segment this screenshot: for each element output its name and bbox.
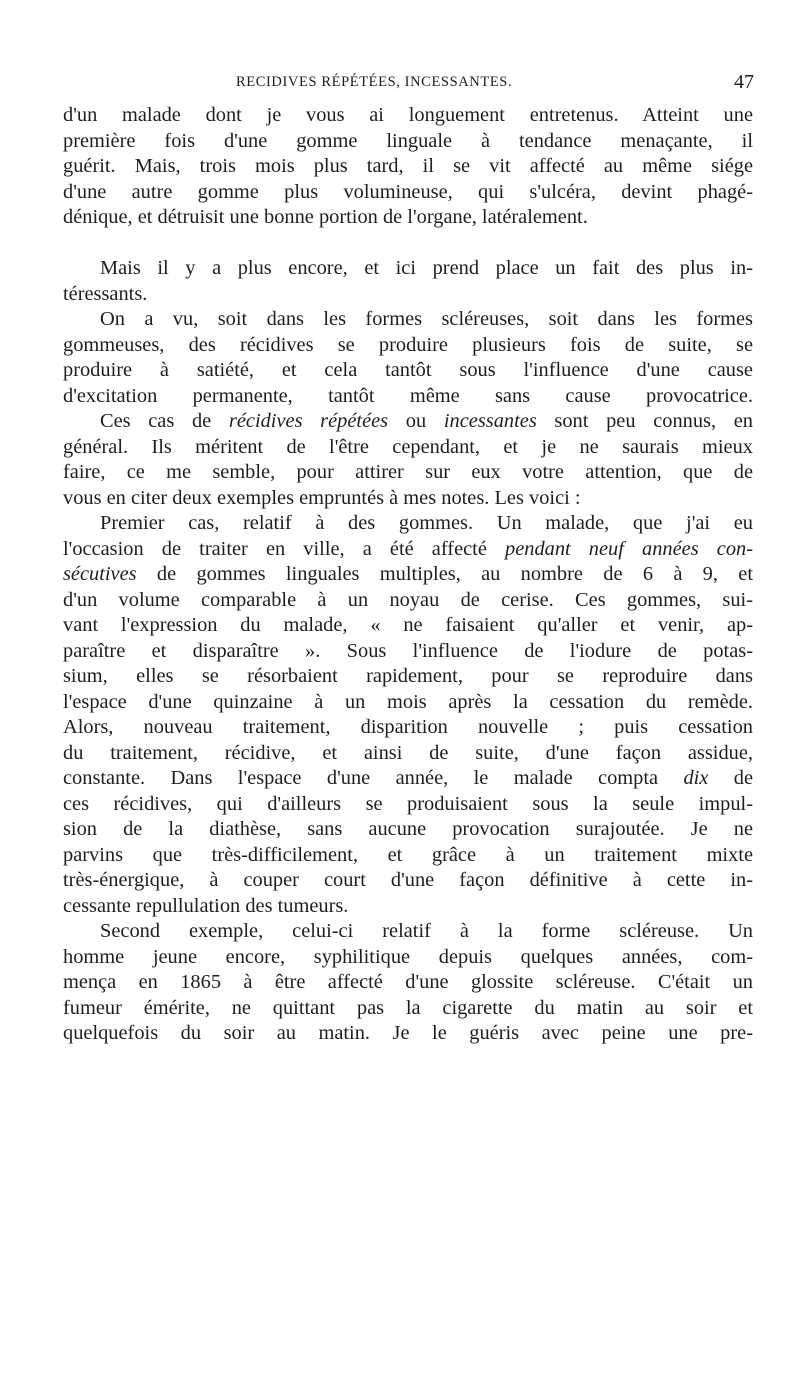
text-line: d'un malade dont je vous ai longuement entretenus. Atteint une: [63, 104, 753, 126]
text-line: vous en citer deux exemples empruntés à mes notes. Les voici :: [63, 486, 581, 509]
text-line: d'un volume comparable à un noyau de cerise. Ces gommes, sui-: [63, 588, 753, 611]
text-run: sont peu connus, en: [536, 410, 753, 432]
text-line: On a vu, soit dans les formes scléreuses, soit dans les formes: [100, 308, 753, 330]
page-header: [236, 71, 754, 98]
text-line: dénique, et détruisit une bonne portion de l'organe, latéralement.: [63, 206, 588, 228]
page-number: 47: [734, 71, 754, 93]
text-line: général. Ils méritent de l'être cependant, et je ne saurais mieux: [63, 435, 753, 458]
text-line: Alors, nouveau traitement, disparition nouvelle ; puis cessation: [63, 716, 753, 738]
running-head: RECIDIVES RÉPÉTÉES, INCESSANTES.: [236, 74, 513, 90]
text-line: paraître et disparaître ». Sous l'influence de l'iodure de potas-: [63, 639, 753, 662]
paragraph-1: [63, 103, 753, 231]
body-text: [63, 103, 753, 1047]
italic-phrase-consecutives: sécutives: [63, 563, 137, 585]
text-run: Ces cas de: [100, 410, 229, 432]
text-line: quelquefois du soir au matin. Je le guéris avec peine une pre-: [63, 1022, 753, 1044]
text-line: cessante repullulation des tumeurs.: [63, 894, 349, 917]
text-run: ou: [388, 410, 444, 432]
text-line: première fois d'une gomme linguale à tendance menaçante, il: [63, 129, 753, 152]
paragraph-2: [63, 256, 753, 307]
text-line: parvins que très-difficilement, et grâce à un traitement mixte: [63, 843, 753, 866]
text-line: [63, 766, 753, 792]
text-line: homme jeune encore, syphilitique depuis quelques années, com-: [63, 945, 753, 968]
text-line: mença en 1865 à être affecté d'une glossite scléreuse. C'était un: [63, 971, 753, 993]
italic-term-incessantes: incessantes: [443, 410, 537, 432]
text-line: guérit. Mais, trois mois plus tard, il se vit affecté au même siége: [63, 155, 753, 177]
text-line: téressants.: [63, 282, 148, 305]
text-line: du traitement, récidive, et ainsi de suite, d'une façon assidue,: [63, 741, 753, 764]
text-line: sium, elles se résorbaient rapidement, pour se reproduire dans: [63, 665, 753, 687]
text-line: ces récidives, qui d'ailleurs se produisaient sous la seule impul-: [63, 792, 753, 815]
text-run: l'occasion de traiter en ville, a été affecté: [63, 537, 505, 560]
text-line: fumeur émérite, ne quittant pas la cigarette du matin au soir et: [63, 996, 753, 1019]
text-line: [63, 562, 753, 588]
text-line: sion de la diathèse, sans aucune provocation surajoutée. Je ne: [63, 818, 753, 840]
italic-phrase-neuf-annees: pendant neuf années con-: [505, 537, 753, 560]
text-line: Second exemple, celui-ci relatif à la forme scléreuse. Un: [100, 920, 753, 942]
paragraph-3: [63, 307, 753, 511]
text-line: d'une autre gomme plus volumineuse, qui s'ulcéra, devint phagé-: [63, 180, 753, 203]
italic-word-dix: dix: [683, 767, 709, 789]
text-line: produire à satiété, et cela tantôt sous l'influence d'une cause: [63, 359, 753, 381]
text-line: très-énergique, à couper court d'une façon définitive à cette in-: [63, 869, 753, 891]
text-line: l'espace d'une quinzaine à un mois après la cessation du remède.: [63, 690, 753, 713]
text-line: d'excitation permanente, tantôt même sans cause provocatrice.: [63, 384, 753, 407]
text-line: vant l'expression du malade, « ne faisaient qu'aller et venir, ap-: [63, 614, 753, 636]
text-line: faire, ce me semble, pour attirer sur eux votre attention, que de: [63, 461, 753, 483]
italic-term-recidives-repetees: récidives répétées: [228, 410, 389, 432]
text-line: [63, 409, 753, 435]
paragraph-gap: [63, 231, 753, 257]
text-run: de gommes linguales multiples, au nombre de 6 à 9, et: [136, 563, 753, 585]
text-run: de: [708, 767, 753, 789]
paragraph-5: [63, 919, 753, 1047]
paragraph-4: [63, 511, 753, 919]
text-line: Mais il y a plus encore, et ici prend place un fait des plus in-: [100, 257, 753, 279]
text-line: gommeuses, des récidives se produire plusieurs fois de suite, se: [63, 333, 753, 356]
text-line: [63, 537, 753, 563]
text-run: constante. Dans l'espace d'une année, le malade compta: [63, 767, 684, 789]
text-line: Premier cas, relatif à des gommes. Un malade, que j'ai eu: [100, 512, 753, 534]
